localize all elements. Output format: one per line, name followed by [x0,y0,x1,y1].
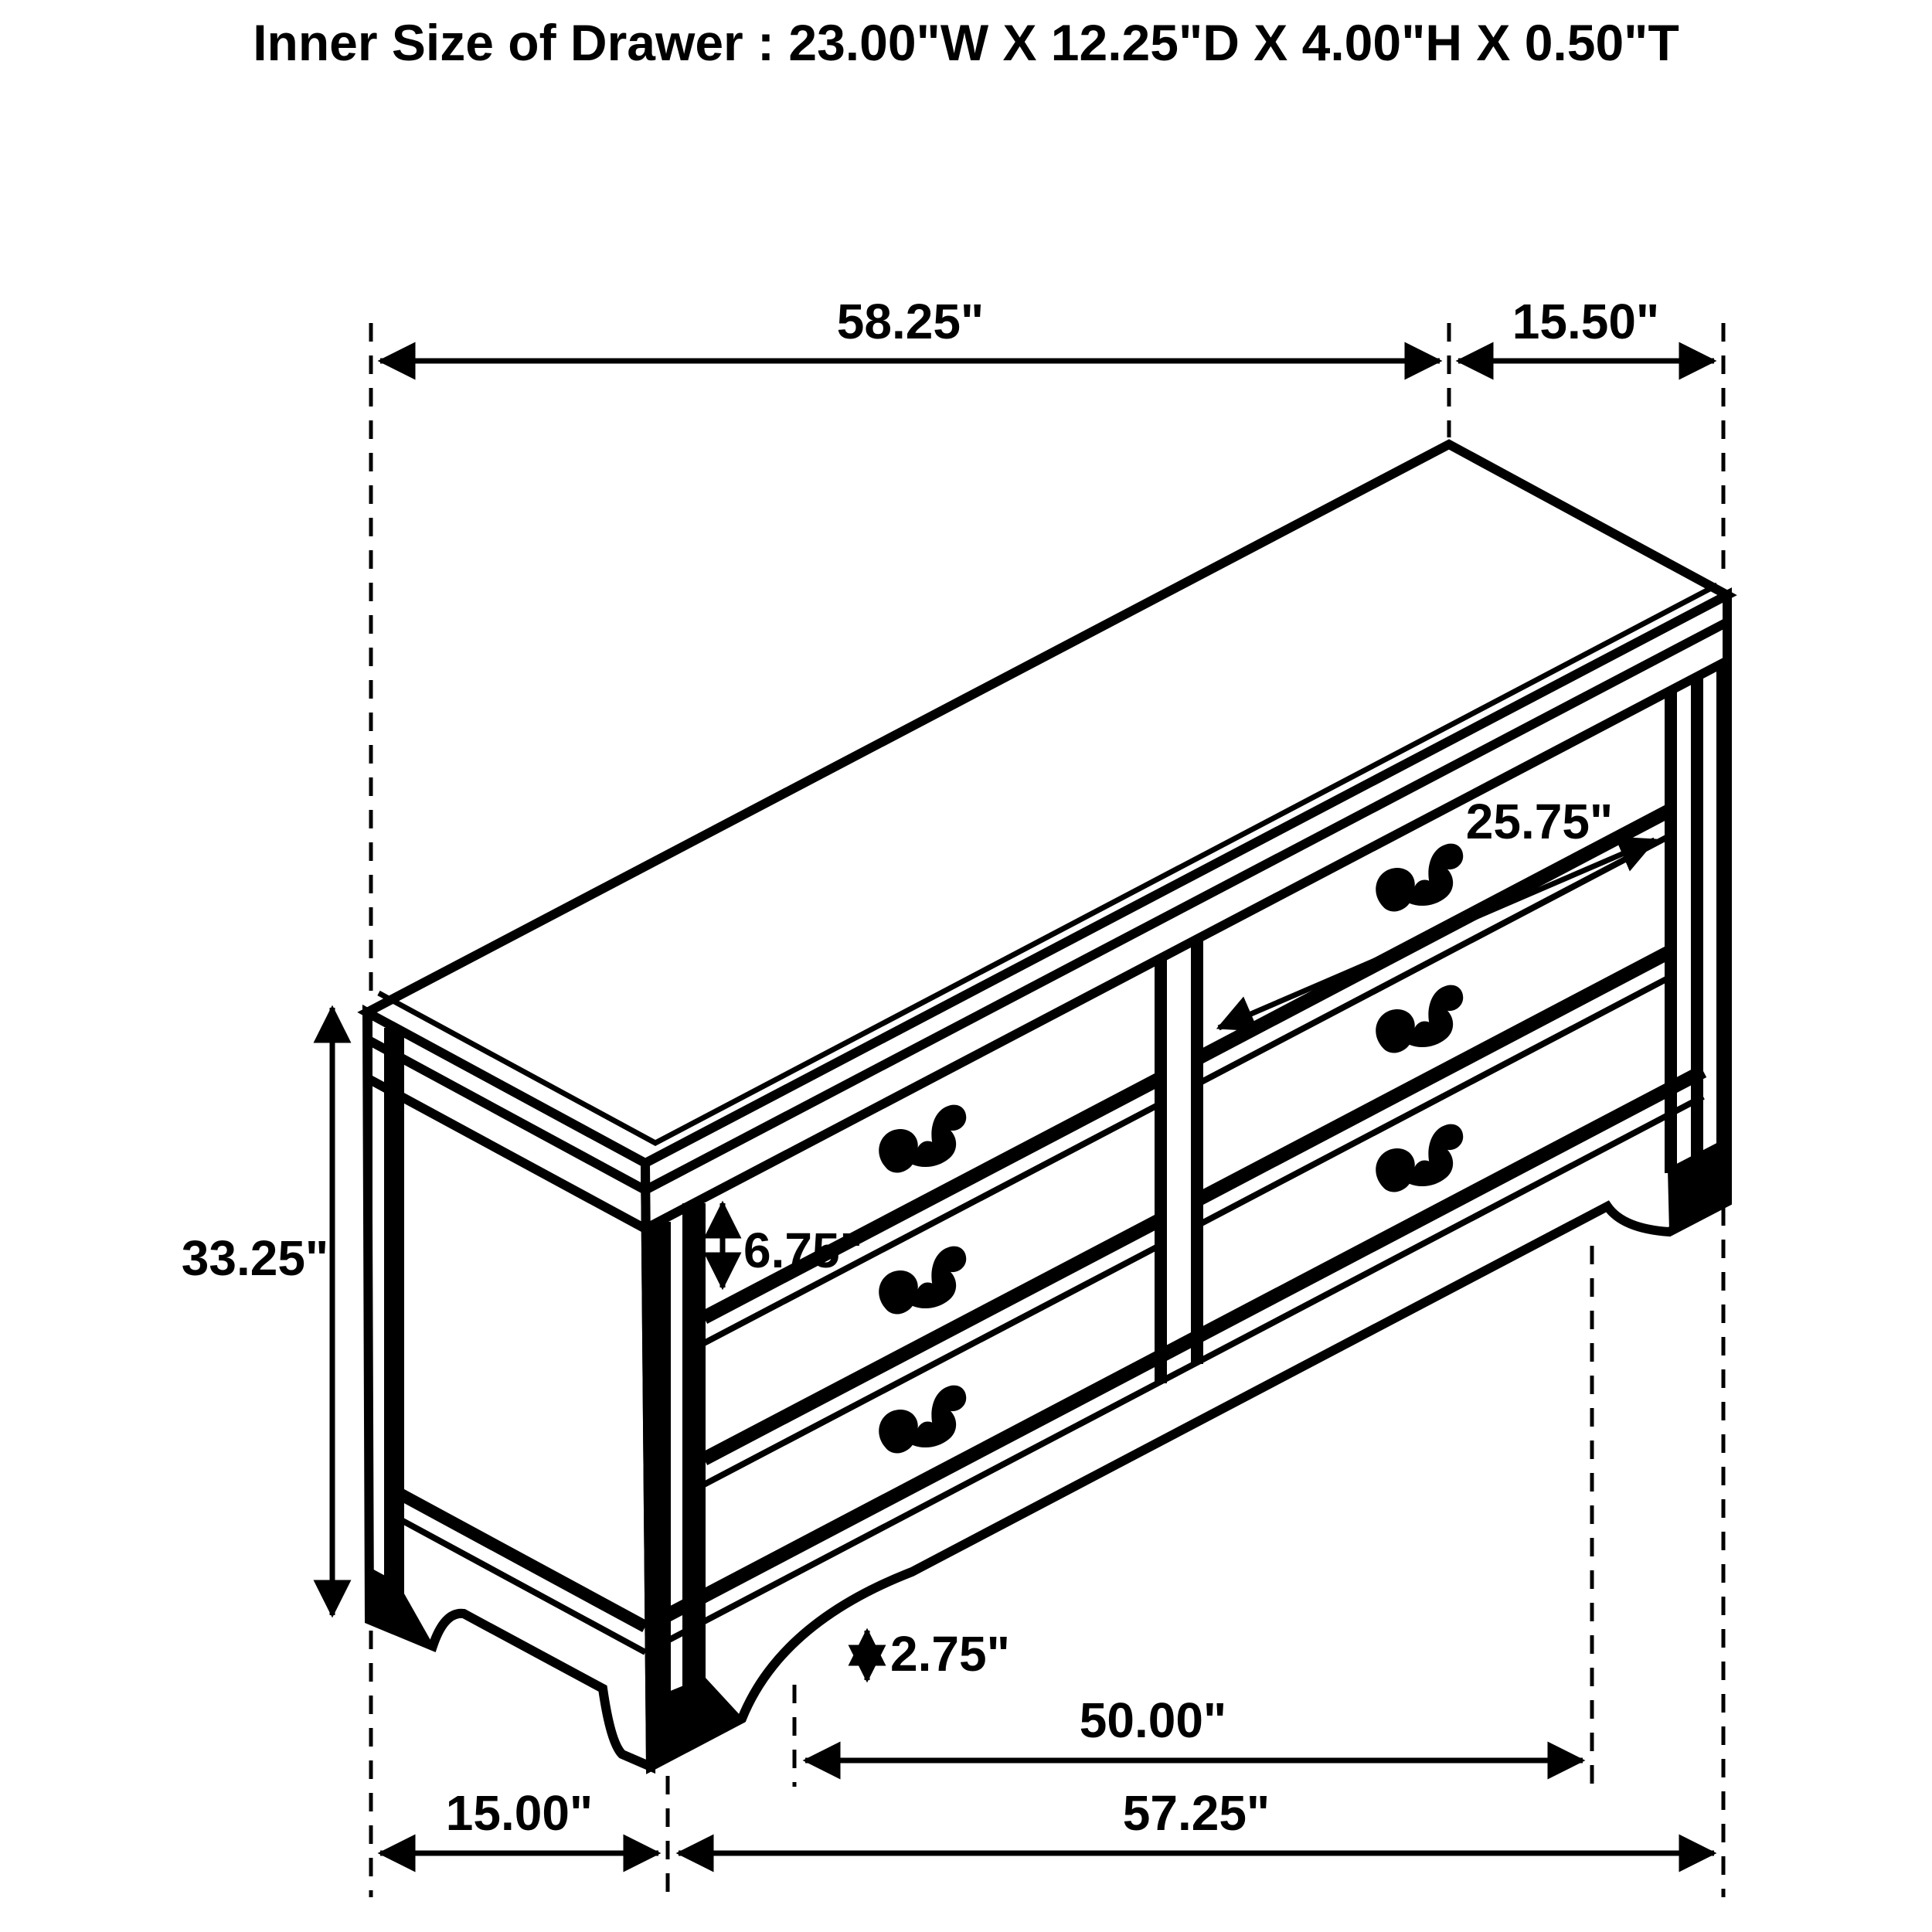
label-floor-width: 57.25" [1122,1785,1270,1841]
label-base-inner-width: 50.00" [1079,1692,1227,1748]
dresser-drawing [367,444,1727,1767]
dimension-base-inner-width [805,1692,1583,1760]
label-floor-depth: 15.00" [445,1785,594,1841]
drawing-title: Inner Size of Drawer : 23.00"W X 12.25"D X 4.00"H X 0.50"T [253,14,1679,71]
label-drawer-front-height: 6.75" [743,1223,863,1278]
label-foot-height: 2.75" [890,1626,1010,1682]
dimension-overall-height [182,1008,332,1615]
label-overall-height: 33.25" [181,1230,329,1286]
dimension-floor-width [679,1785,1714,1853]
label-top-width: 58.25" [836,294,985,349]
label-drawer-width-diagonal: 25.75" [1465,794,1614,849]
label-top-depth: 15.50" [1512,294,1660,349]
dimension-top-depth [1458,294,1714,361]
dimension-foot-height [867,1626,1010,1682]
dimension-floor-depth [380,1785,658,1853]
dimension-top-width [380,294,1440,361]
